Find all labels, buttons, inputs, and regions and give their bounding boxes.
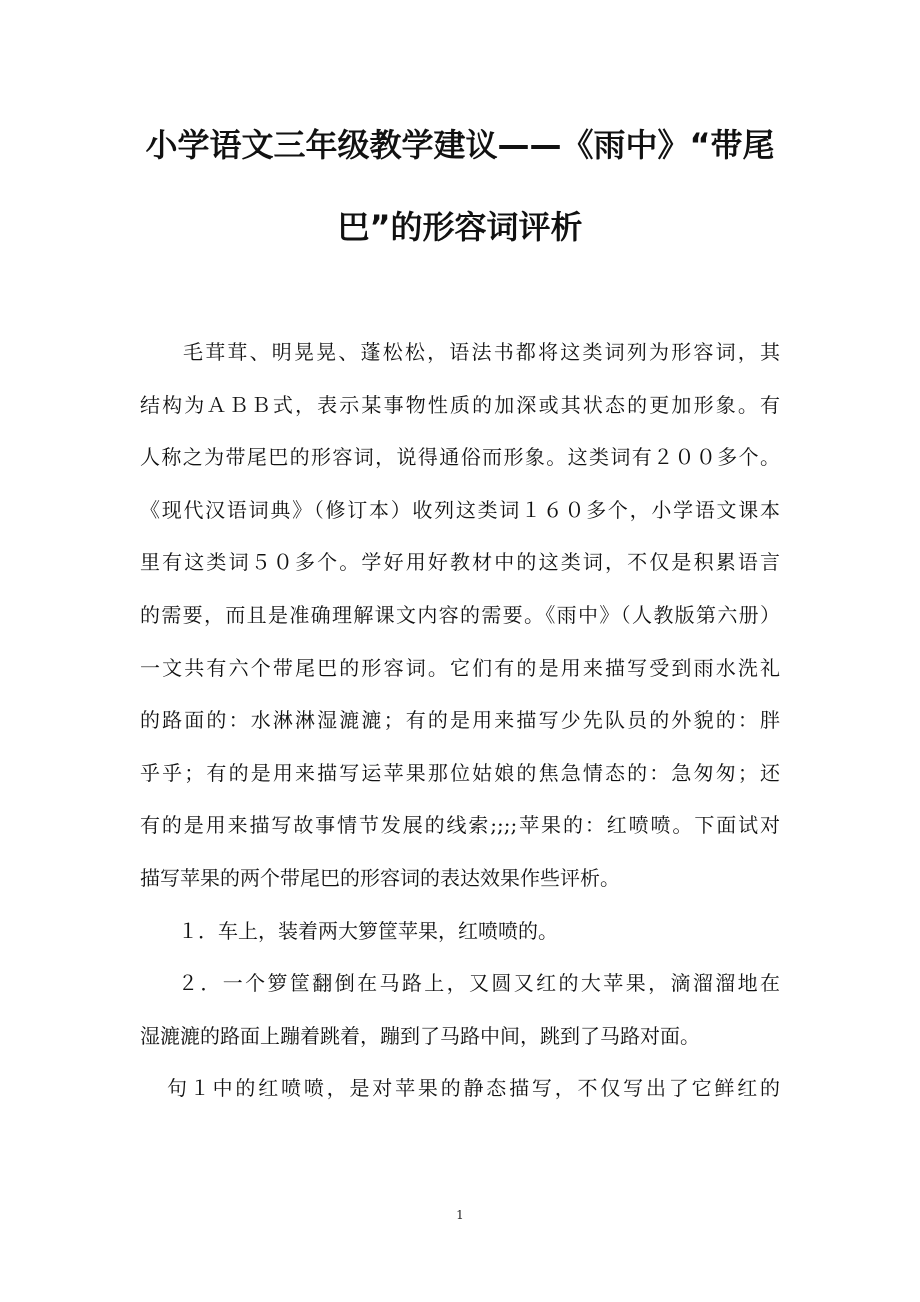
body-text [140, 326, 780, 1115]
text-line: 的需要，而且是准确理解课文内容的需要。《雨中》（人教版第六册） [140, 602, 780, 627]
text-line: 结构为ＡＢＢ式，表示某事物性质的加深或其状态的更加形象。有 [140, 392, 780, 417]
title-line-2: 巴”的形容词评析 [337, 208, 583, 246]
text-line: 《现代汉语词典》（修订本）收列这类词１６０多个，小学语文课本 [140, 497, 780, 522]
title-line-1: 小学语文三年级教学建议——《雨中》“带尾 [145, 126, 775, 164]
text-line: 描写苹果的两个带尾巴的形容词的表达效果作些评析。 [140, 865, 620, 890]
text-line: 的路面的：水淋淋湿漉漉；有的是用来描写少先队员的外貌的：胖 [140, 708, 780, 733]
text-line: 一文共有六个带尾巴的形容词。它们有的是用来描写受到雨水洗礼 [140, 655, 780, 680]
text-line: 湿漉漉的路面上蹦着跳着，蹦到了马路中间，跳到了马路对面。 [140, 1023, 700, 1048]
text-line: 句１中的红喷喷，是对苹果的静态描写，不仅写出了它鲜红的 [167, 1076, 780, 1101]
text-line: 有的是用来描写故事情节发展的线索;;;;苹果的：红喷喷。下面试对 [140, 813, 780, 838]
text-line: 乎乎；有的是用来描写运苹果那位姑娘的焦急情态的：急匆匆；还 [140, 760, 780, 785]
document-title [120, 104, 800, 268]
text-line: 毛茸茸、明晃晃、蓬松松，语法书都将这类词列为形容词，其 [183, 340, 780, 364]
text-line: １．车上，装着两大箩筐苹果，红喷喷的。 [178, 918, 558, 943]
page-number: 1 [456, 1208, 464, 1222]
text-line: ２．一个箩筐翻倒在马路上，又圆又红的大苹果，滴溜溜地在 [178, 971, 780, 996]
text-line: 里有这类词５０多个。学好用好教材中的这类词，不仅是积累语言 [140, 550, 780, 575]
text-line: 人称之为带尾巴的形容词，说得通俗而形象。这类词有２００多个。 [140, 445, 780, 470]
